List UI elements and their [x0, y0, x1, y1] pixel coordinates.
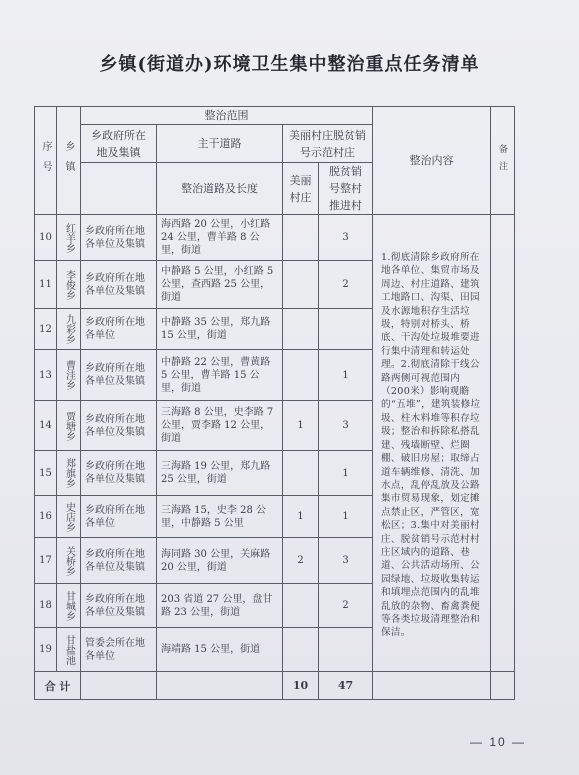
header-note: 备注 [491, 107, 515, 215]
row-beautiful [283, 451, 319, 496]
row-govt: 乡政府所在地各单位及集镇 [81, 401, 157, 451]
row-town: 甘盐池 [63, 634, 75, 665]
row-road: 海靖路 15 公里，街道 [157, 628, 283, 672]
header-govt: 乡政府所在地及集镇 [81, 125, 157, 163]
table-cell [57, 401, 81, 451]
row-govt: 乡政府所在地各单位及集镇 [81, 584, 157, 628]
row-poverty: 1 [319, 451, 373, 496]
row-poverty: 1 [319, 496, 373, 538]
row-road: 三海路 15，史李 28 公里，中静路 5 公里 [157, 496, 283, 538]
row-town: 红羊乡 [63, 222, 75, 253]
table-cell [57, 628, 81, 672]
row-beautiful [283, 261, 319, 309]
row-number: 17 [35, 538, 57, 584]
row-beautiful [283, 628, 319, 672]
row-town: 郑旗乡 [63, 458, 75, 488]
row-poverty [319, 628, 373, 672]
row-govt: 管委会所在地各单位 [81, 628, 157, 672]
row-beautiful: 1 [283, 401, 319, 451]
row-road: 三海路 19 公里，郑九路 25 公里，街道 [157, 451, 283, 496]
row-poverty: 3 [319, 538, 373, 584]
row-beautiful: 1 [283, 496, 319, 538]
table-cell [57, 261, 81, 309]
header-road-length: 整治道路及长度 [157, 163, 283, 215]
row-govt: 乡政府所在地各单位及集镇 [81, 538, 157, 584]
row-number: 11 [35, 261, 57, 309]
table-cell [57, 584, 81, 628]
row-number: 19 [35, 628, 57, 672]
table-cell [57, 451, 81, 496]
row-govt: 乡政府所在地各单位及集镇 [81, 451, 157, 496]
table-cell [57, 309, 81, 350]
row-poverty: 2 [319, 261, 373, 309]
total-blank [491, 672, 515, 700]
header-village: 美丽村庄脱贫销号示范村庄 [283, 125, 373, 163]
row-poverty: 1 [319, 350, 373, 401]
row-govt: 乡政府所在地各单位及集镇 [81, 261, 157, 309]
row-road: 203 省道 27 公里，盘甘路 23 公里，街道 [157, 584, 283, 628]
task-table [34, 106, 515, 700]
row-town: 关桥乡 [63, 545, 75, 576]
row-poverty [319, 309, 373, 350]
row-beautiful [283, 350, 319, 401]
row-number: 15 [35, 451, 57, 496]
header-govt-blank [81, 163, 157, 215]
header-town: 乡镇 [57, 107, 81, 215]
header-main-road: 主干道路 [157, 125, 283, 163]
row-town: 贾塘乡 [63, 410, 75, 441]
table-cell [57, 350, 81, 401]
total-blank [373, 672, 491, 700]
row-road: 中静路 22 公里，曹黄路 5 公里，曹羊路 15 公里，街道 [157, 350, 283, 401]
note-cell [491, 215, 515, 672]
row-govt: 乡政府所在地各单位及集镇 [81, 215, 157, 261]
table-cell [57, 215, 81, 261]
total-blank [81, 672, 157, 700]
header-seq: 序号 [35, 107, 57, 215]
row-town: 史店乡 [63, 501, 75, 532]
total-beautiful: 10 [283, 672, 319, 700]
row-beautiful: 2 [283, 538, 319, 584]
total-row [35, 672, 515, 700]
header-scope: 整治范围 [81, 107, 373, 125]
header-beautiful: 美丽村庄 [283, 163, 319, 215]
total-poverty: 47 [319, 672, 373, 700]
row-govt: 乡政府所在地各单位 [81, 309, 157, 350]
row-beautiful [283, 309, 319, 350]
total-blank [157, 672, 283, 700]
row-road: 三海路 8 公里，史李路 7 公里，贾李路 12 公里，街道 [157, 401, 283, 451]
row-poverty: 2 [319, 584, 373, 628]
row-beautiful [283, 584, 319, 628]
row-number: 13 [35, 350, 57, 401]
row-govt: 乡政府所在地各单位 [81, 496, 157, 538]
header-content: 整治内容 [373, 107, 491, 215]
row-number: 12 [35, 309, 57, 350]
row-road: 中静路 35 公里，郑九路 15 公里，街道 [157, 309, 283, 350]
row-town: 甘城乡 [63, 590, 75, 621]
page-title: 乡镇(街道办)环境卫生集中整治重点任务清单 [99, 54, 480, 75]
row-number: 16 [35, 496, 57, 538]
row-road: 海西路 20 公里，小红路 24 公里，曹羊路 8 公里，街道 [157, 215, 283, 261]
row-number: 10 [35, 215, 57, 261]
row-road: 海同路 30 公里，关麻路 20 公里，街道 [157, 538, 283, 584]
row-number: 18 [35, 584, 57, 628]
table-row [35, 215, 515, 261]
header-poverty: 脱贫销号整村推进村 [319, 163, 373, 215]
total-label: 合 计 [35, 672, 81, 700]
row-town: 九彩乡 [63, 314, 75, 344]
row-beautiful [283, 215, 319, 261]
page-number: — 10 — [470, 735, 527, 749]
content-text: 1.彻底清除乡政府所在地各单位、集贸市场及周边、村庄道路、建筑工地路口、沟渠、田园及水源地积存生活垃圾，特别对桥头、桥底、干沟处垃圾堆要进行集中清理和转运处理。2.彻底清除干线公路两侧可视范围内（200米）影响观瞻的“五堆”，建筑装修垃圾、柱木料堆等积存垃圾；整治和拆除私搭乱建、残墙断壁、烂圈棚、破旧房屋；取缔占道车辆维修、清洗、加水点，乱停乱放及公路集市贸易现象，划定摊点禁止区，严管区，宽松区；3.集中对美丽村庄、脱贫销号示范村村庄区域内的道路、巷道、公共活动场所、公园绿地、垃圾收集转运和填埋点范围内的乱堆乱放的杂物、畜禽粪便等各类垃圾清理整治和保洁。 [373, 215, 491, 672]
table-cell [57, 496, 81, 538]
row-poverty: 3 [319, 401, 373, 451]
row-town: 李俊乡 [63, 269, 75, 300]
row-town: 曹洼乡 [63, 360, 75, 390]
row-govt: 乡政府所在地各单位及集镇 [81, 350, 157, 401]
table-cell [57, 538, 81, 584]
row-poverty: 3 [319, 215, 373, 261]
row-road: 中静路 5 公里，小红路 5 公里，查西路 25 公里，街道 [157, 261, 283, 309]
row-number: 14 [35, 401, 57, 451]
